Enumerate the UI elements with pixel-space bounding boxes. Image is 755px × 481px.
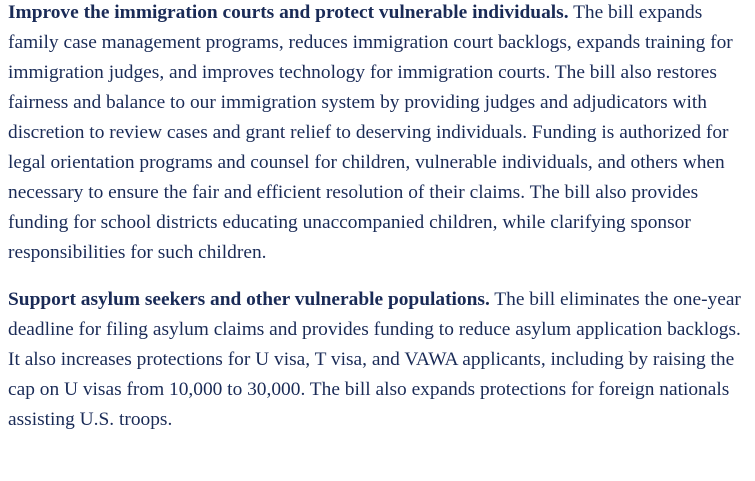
paragraph-immigration-courts: [8, 0, 748, 268]
article-body: [8, 0, 748, 452]
paragraph-asylum-seekers: [8, 285, 748, 435]
paragraph-heading: Support asylum seekers and other vulnerable populations.: [8, 289, 490, 310]
paragraph-heading: Improve the immigration courts and protect vulnerable individuals.: [8, 2, 569, 23]
paragraph-text: The bill eliminates the one-year deadline for filing asylum claims and provides funding to reduce asylum application backlogs. It also increases protections for U visa, T visa, and VAWA applicants, including by raising the cap on U visas from 10,000 to 30,000. The bill also expands protections for foreign nationals assisting U.S. troops.: [8, 289, 741, 430]
paragraph-text: The bill expands family case management programs, reduces immigration court backlogs, expands training for immigration judges, and improves technology for immigration courts. The bill also restores fairness and balance to our immigration system by providing judges and adjudicators with discretion to review cases and grant relief to deserving individuals. Funding is authorized for legal orientation programs and counsel for children, vulnerable individuals, and others when necessary to ensure the fair and efficient resolution of their claims. The bill also provides funding for school districts educating unaccompanied children, while clarifying sponsor responsibilities for such children.: [8, 2, 733, 263]
